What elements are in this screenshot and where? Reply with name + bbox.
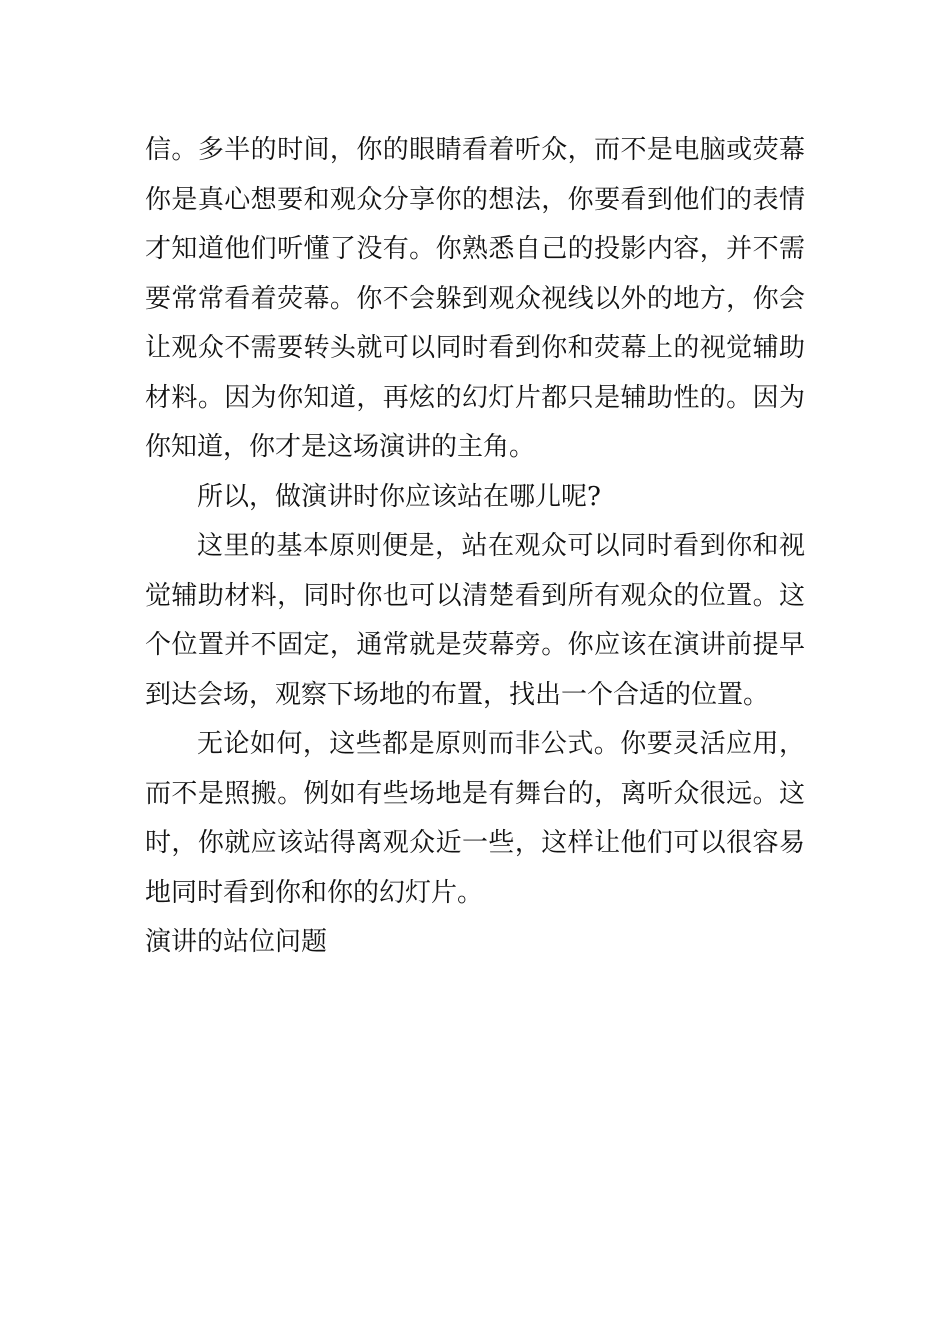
paragraph-3: 这里的基本原则便是，站在观众可以同时看到你和视觉辅助材料，同时你也可以清楚看到所有观众的位置。这个位置并不固定，通常就是荧幕旁。你应该在演讲前提早到达会场，观察下场地的布置，找出一个合适的位置。 <box>145 531 805 710</box>
paragraph-2: 所以，做演讲时你应该站在哪儿呢? <box>197 481 601 512</box>
document-body <box>145 126 805 968</box>
closing-title: 演讲的站位问题 <box>145 927 328 957</box>
paragraph-1: 信。多半的时间，你的眼睛看着听众，而不是电脑或荧幕你是真心想要和观众分享你的想法，你要看到他们的表情才知道他们听懂了没有。你熟悉自己的投影内容，并不需要常常看着荧幕。你不会躲到观众视线以外的地方，你会让观众不需要转头就可以同时看到你和荧幕上的视觉辅助材料。因为你知道，再炫的幻灯片都只是辅助性的。因为你知道，你才是这场演讲的主角。 <box>145 135 805 462</box>
paragraph-4: 无论如何，这些都是原则而非公式。你要灵活应用，而不是照搬。例如有些场地是有舞台的，离听众很远。这时，你就应该站得离观众近一些，这样让他们可以很容易地同时看到你和你的幻灯片。 <box>145 729 805 908</box>
